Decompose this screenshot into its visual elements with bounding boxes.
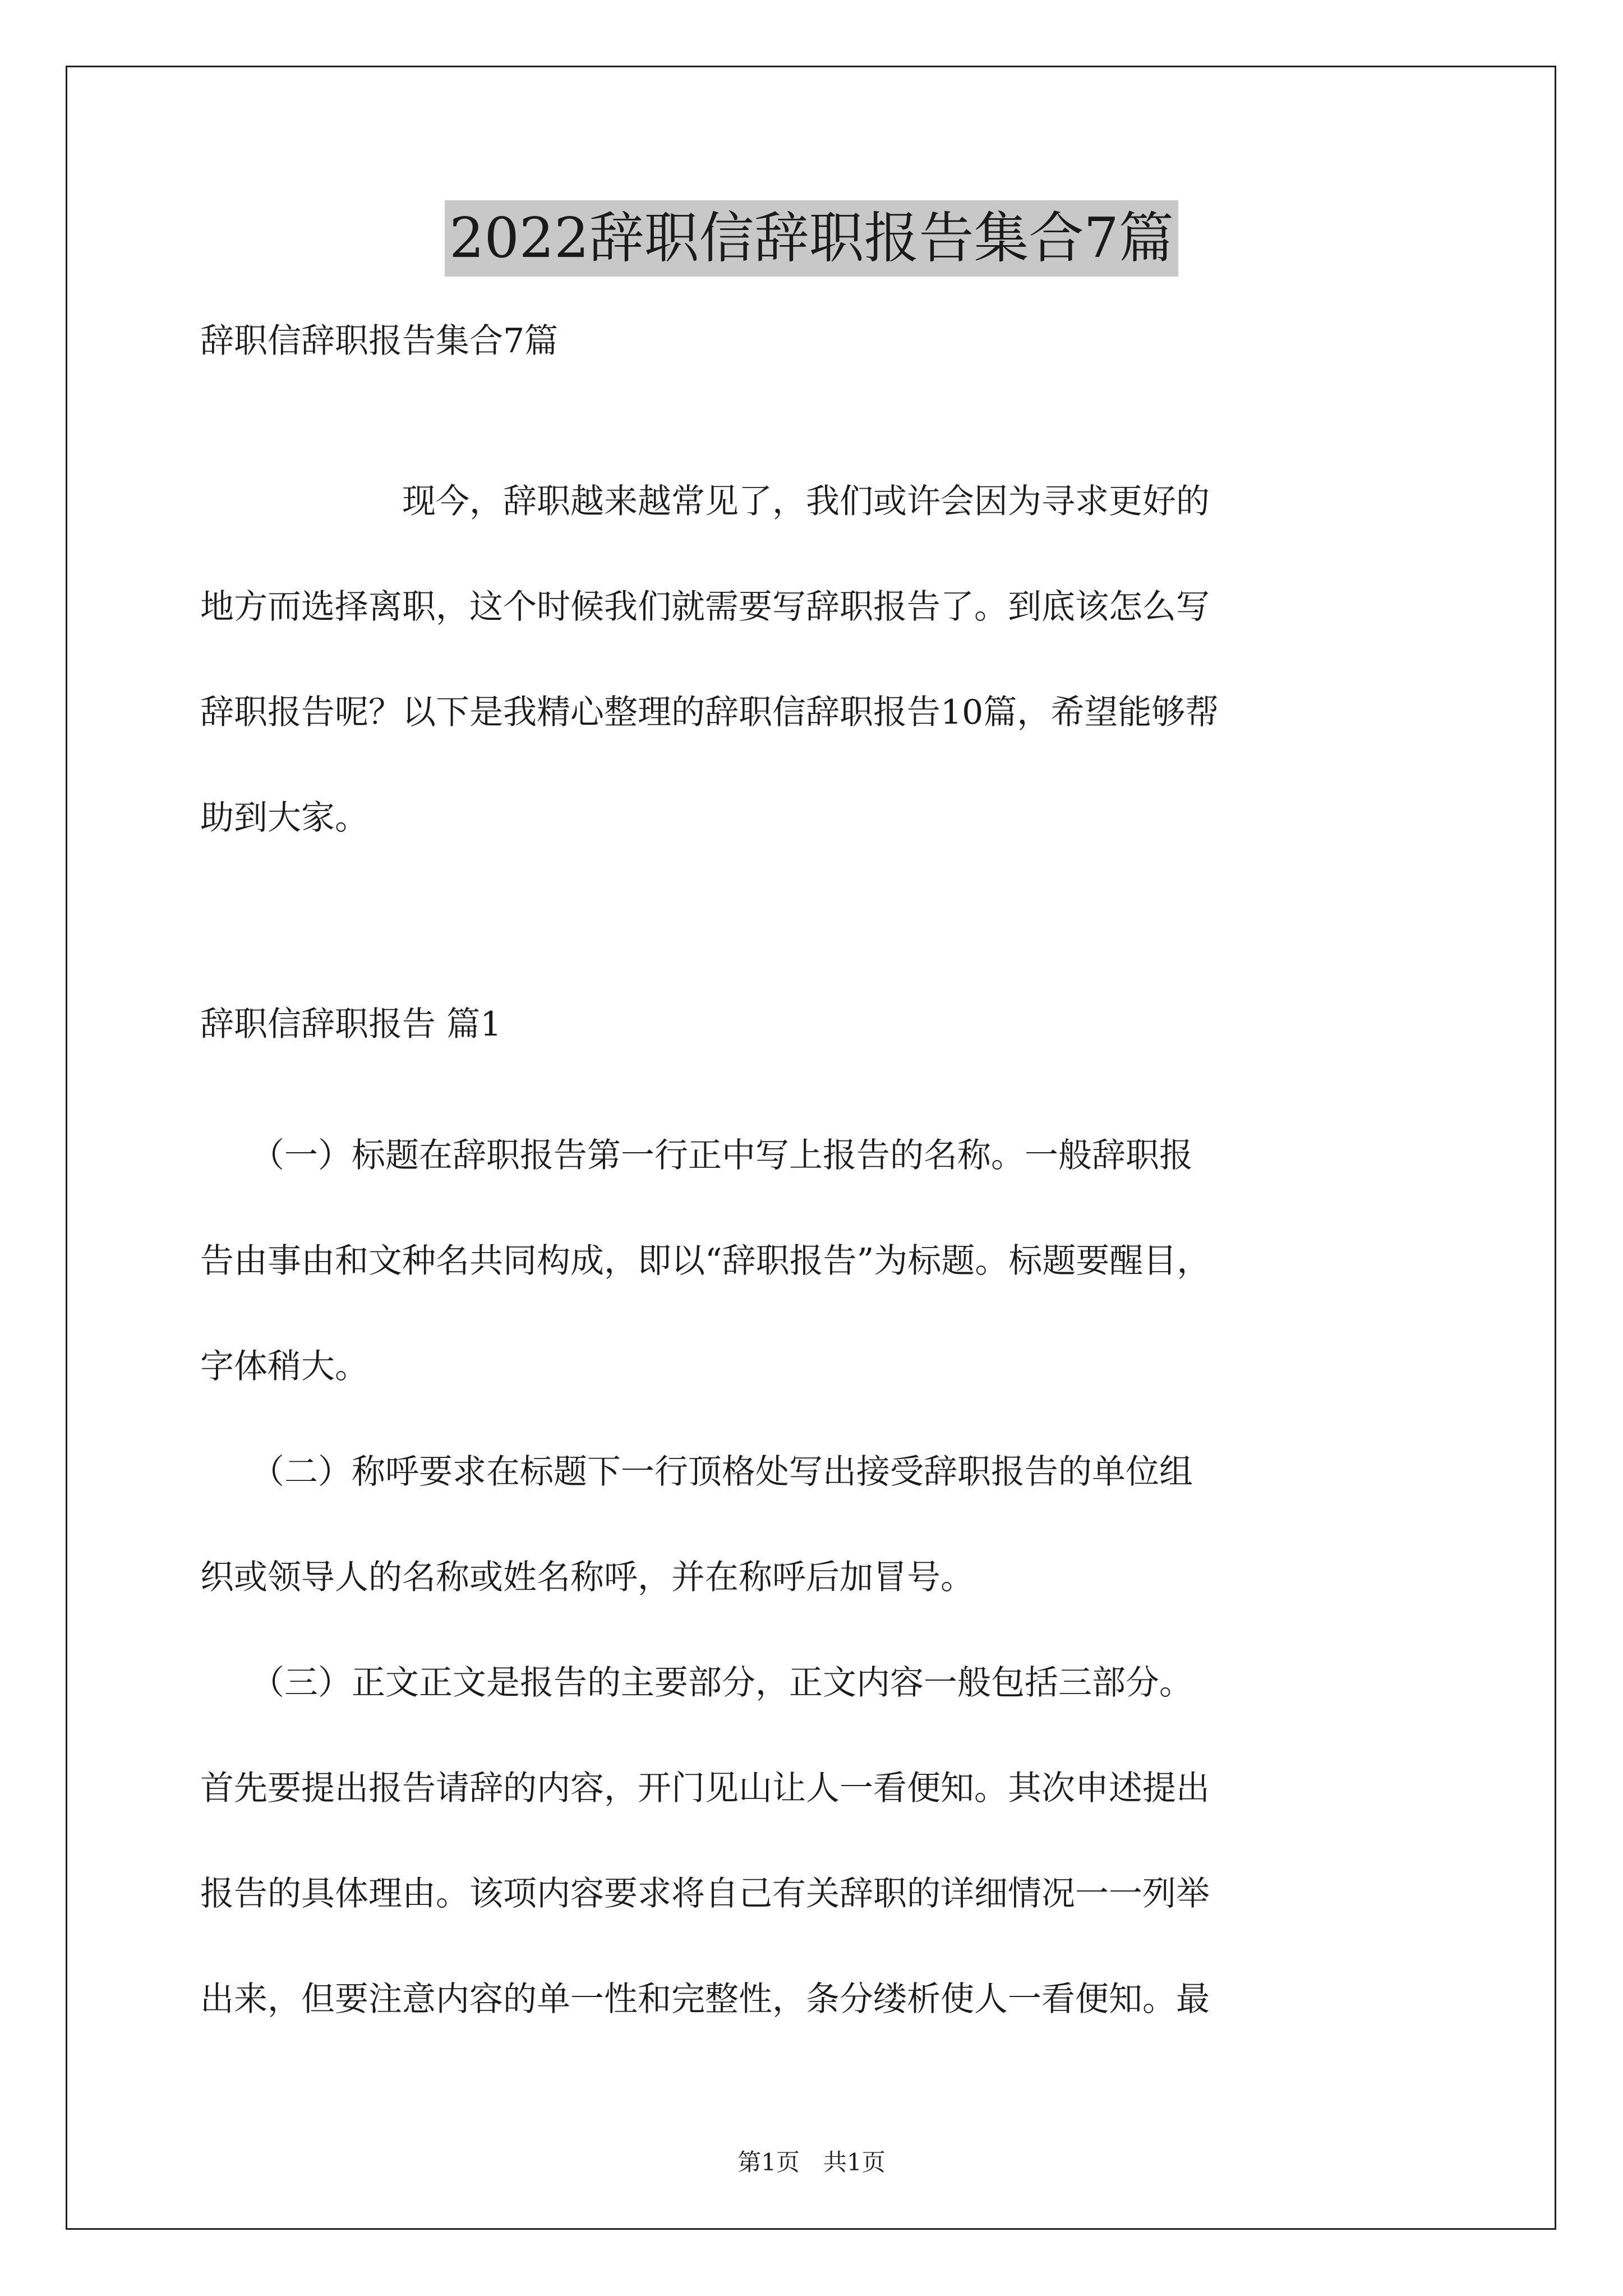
paragraph-line: 地方而选择离职，这个时候我们就需要写辞职报告了。到底该怎么写 <box>200 587 1210 627</box>
document-title <box>0 200 1623 277</box>
paragraph-line: （三）正文正文是报告的主要部分，正文内容一般包括三部分。 <box>200 1663 1193 1703</box>
paragraph-line: 助到大家。 <box>200 798 368 838</box>
paragraph-line: （二）称呼要求在标题下一行顶格处写出接受辞职报告的单位组 <box>200 1452 1193 1492</box>
paragraph-line: 首先要提出报告请辞的内容，开门见山让人一看便知。其次申述提出 <box>200 1769 1210 1808</box>
intro-paragraph <box>200 449 1434 871</box>
page-footer: 第1页 共1页 <box>737 2148 886 2176</box>
paragraph-line: 字体稍大。 <box>200 1347 368 1386</box>
paragraph-line: 现今，辞职越来越常见了，我们或许会因为寻求更好的 <box>200 482 1210 521</box>
paragraph-line: 告由事由和文种名共同构成，即以“辞职报告”为标题。标题要醒目， <box>200 1241 1211 1281</box>
document-title-text: 2022辞职信辞职报告集合7篇 <box>445 200 1178 277</box>
paragraph-line: 出来，但要注意内容的单一性和完整性，条分缕析使人一看便知。最 <box>200 1980 1210 2019</box>
paragraph-line: 报告的具体理由。该项内容要求将自己有关辞职的详细情况一一列举 <box>200 1874 1210 1913</box>
paragraph-line: （一）标题在辞职报告第一行正中写上报告的名称。一般辞职报 <box>200 1136 1193 1175</box>
section-body <box>200 1103 1434 2052</box>
document-subtitle: 辞职信辞职报告集合7篇 <box>200 321 559 361</box>
paragraph-line: 织或领导人的名称或姓名称呼，并在称呼后加冒号。 <box>200 1558 974 1597</box>
paragraph-line: 辞职报告呢？以下是我精心整理的辞职信辞职报告10篇，希望能够帮 <box>200 693 1219 732</box>
section-heading: 辞职信辞职报告 篇1 <box>200 1005 502 1044</box>
